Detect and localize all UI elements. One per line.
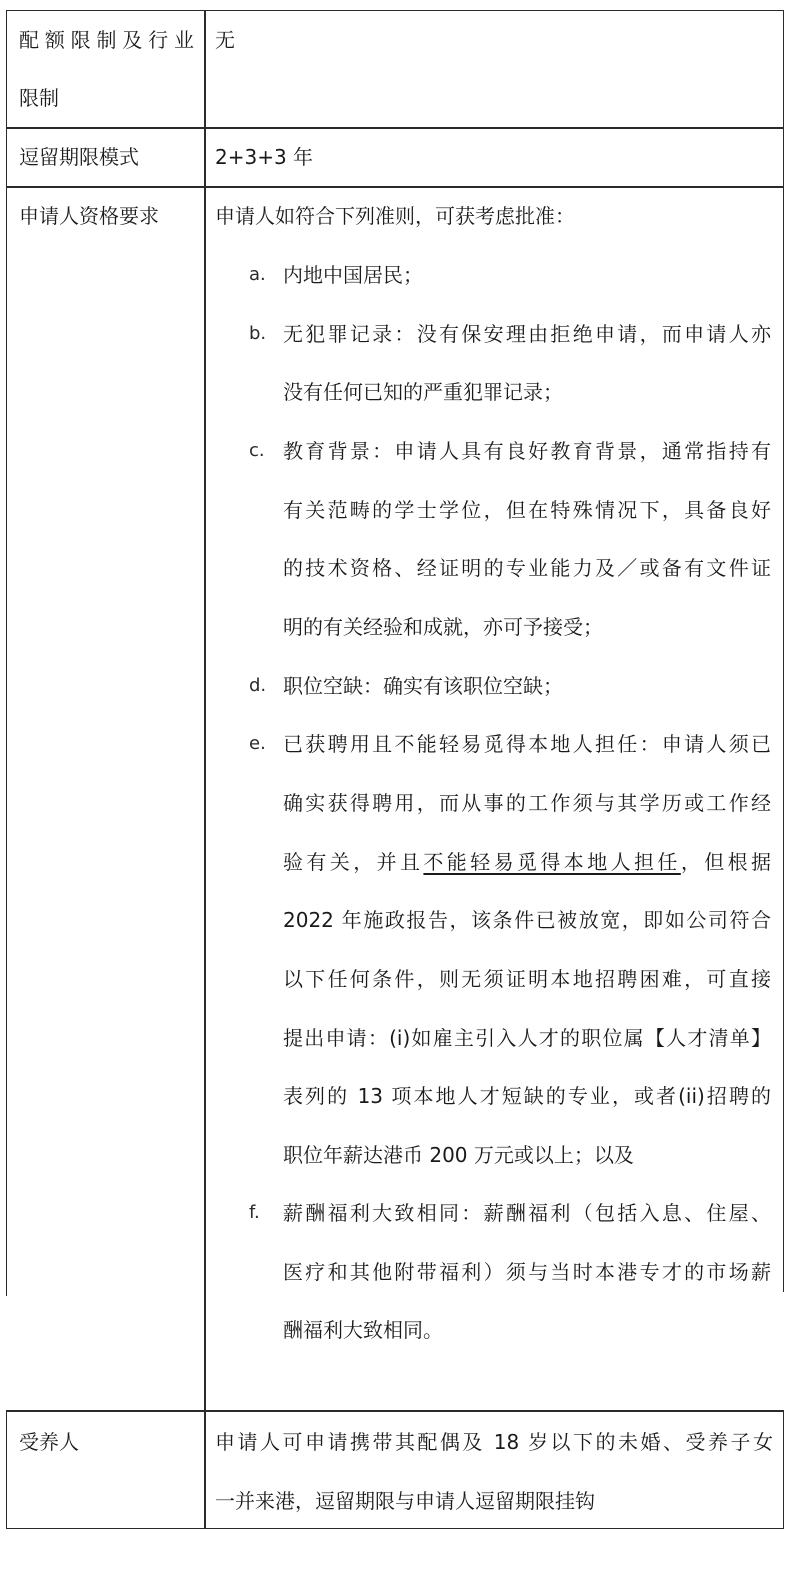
border-gap xyxy=(778,1292,786,1410)
quota-label-line1: 配额限制及行业 xyxy=(19,28,194,52)
list-marker: b. xyxy=(249,323,267,344)
list-marker: e. xyxy=(249,733,266,754)
eligibility-intro: 申请人如符合下列准则，可获考虑批准： xyxy=(215,204,575,228)
list-item-line: 没有任何已知的严重犯罪记录； xyxy=(283,380,563,404)
list-item-line: 内地中国居民； xyxy=(283,263,423,287)
dependants-line: 一并来港，逗留期限与申请人逗留期限挂钩 xyxy=(215,1489,595,1513)
column-divider xyxy=(204,10,206,1529)
table-border xyxy=(6,10,784,1529)
list-item-line: 2022 年施政报告，该条件已被放宽，即如公司符合 xyxy=(283,908,771,932)
list-item-line: 有关范畴的学士学位，但在特殊情况下，具备良好 xyxy=(283,498,771,522)
list-item-line: 酬福利大致相同。 xyxy=(283,1318,443,1342)
quota-value: 无 xyxy=(215,28,235,52)
eligibility-label: 申请人资格要求 xyxy=(19,204,159,228)
list-marker: f. xyxy=(249,1202,260,1223)
line-text: 验有关，并且 xyxy=(283,850,424,874)
list-item-line: 明的有关经验和成就，亦可予接受； xyxy=(283,615,603,639)
dependants-line: 申请人可申请携带其配偶及 18 岁以下的未婚、受养子女 xyxy=(215,1430,773,1454)
list-marker: d. xyxy=(249,675,267,696)
line-text: ，但根据 xyxy=(680,850,772,874)
list-item-line: 职位空缺：确实有该职位空缺； xyxy=(283,674,563,698)
list-item-line: 薪酬福利大致相同：薪酬福利（包括入息、住屋、 xyxy=(283,1201,771,1225)
underlined-text: 不能轻易觅得本地人担任 xyxy=(423,850,681,874)
list-item-line: 表列的 13 项本地人才短缺的专业，或者(ii)招聘的 xyxy=(283,1084,771,1108)
row-divider xyxy=(6,186,784,188)
list-marker: a. xyxy=(249,264,266,285)
list-item-line: 已获聘用且不能轻易觅得本地人担任：申请人须已 xyxy=(283,732,771,756)
stay-label: 逗留期限模式 xyxy=(19,145,139,169)
stay-value: 2+3+3 年 xyxy=(215,145,314,169)
row-divider xyxy=(6,127,784,129)
list-item-line-with-underline xyxy=(283,850,771,874)
list-item-line: 无犯罪记录：没有保安理由拒绝申请，而申请人亦 xyxy=(283,322,771,346)
list-item-line: 以下任何条件，则无须证明本地招聘困难，可直接 xyxy=(283,967,771,991)
dependants-label: 受养人 xyxy=(19,1430,79,1454)
list-marker: c. xyxy=(249,440,265,461)
row-divider xyxy=(6,1410,784,1412)
list-item-line: 职位年薪达港币 200 万元或以上；以及 xyxy=(283,1143,634,1167)
list-item-line: 医疗和其他附带福利）须与当时本港专才的市场薪 xyxy=(283,1260,771,1284)
list-item-line: 提出申请：(i)如雇主引入人才的职位属【人才清单】 xyxy=(283,1026,771,1050)
list-item-line: 教育背景：申请人具有良好教育背景，通常指持有 xyxy=(283,439,771,463)
quota-label-line2: 限制 xyxy=(19,86,59,110)
list-item-line: 确实获得聘用，而从事的工作须与其学历或工作经 xyxy=(283,791,771,815)
border-gap xyxy=(0,1296,8,1410)
list-item-line: 的技术资格、经证明的专业能力及／或备有文件证 xyxy=(283,556,771,580)
